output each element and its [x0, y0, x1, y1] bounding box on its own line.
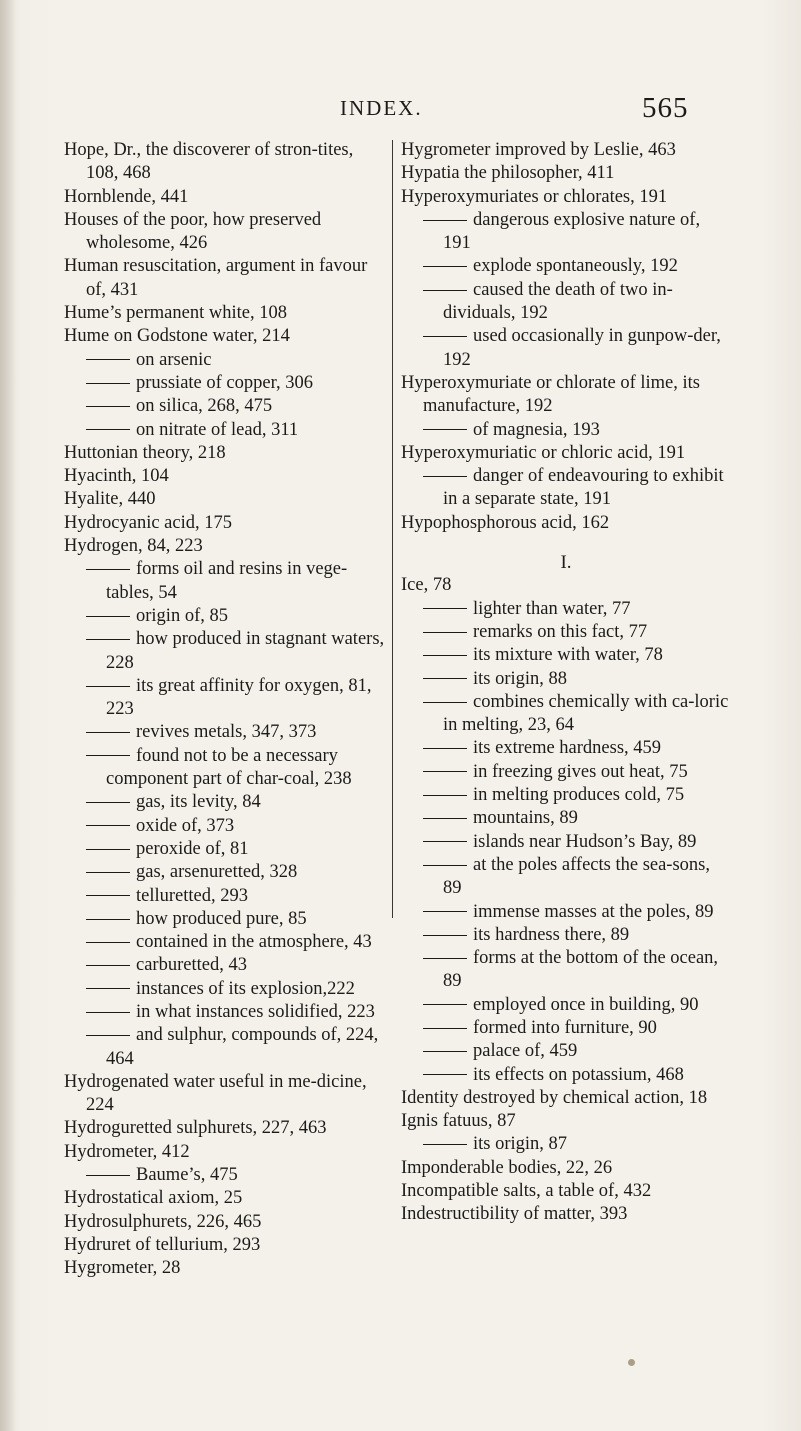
ditto-dash [423, 336, 467, 338]
entry-text: in what instances solidified, 223 [136, 1001, 375, 1022]
ditto-dash [423, 911, 467, 913]
index-entry [64, 1187, 386, 1210]
entry-text: Incompatible salts, a table of, 432 [401, 1181, 652, 1202]
entry-text: Human resuscitation, argument in favour of, 431 [64, 256, 368, 300]
index-subentry [401, 924, 731, 947]
index-entry [64, 1234, 386, 1257]
ditto-dash [423, 771, 467, 773]
index-subentry [401, 279, 731, 326]
entry-text: Imponderable bodies, 22, 26 [401, 1157, 613, 1178]
index-subentry [401, 784, 731, 807]
index-entry [401, 1180, 731, 1203]
ditto-dash [86, 919, 130, 921]
index-entry [64, 488, 386, 511]
ditto-dash [86, 383, 130, 385]
index-subentry [401, 1133, 731, 1156]
entry-text: its origin, 87 [473, 1134, 568, 1155]
ditto-dash [86, 895, 130, 897]
entry-text: of magnesia, 193 [473, 419, 600, 440]
entry-text: at the poles affects the sea-sons, 89 [443, 854, 710, 899]
index-subentry [401, 325, 731, 372]
entry-text: how produced in stagnant waters, 228 [106, 629, 385, 673]
entry-text: its mixture with water, 78 [473, 645, 663, 666]
index-entry [64, 302, 386, 325]
ditto-dash [86, 732, 130, 734]
index-subentry [401, 465, 731, 512]
entry-text: mountains, 89 [473, 808, 578, 829]
index-subentry [401, 255, 731, 278]
index-subentry [64, 861, 386, 884]
entry-text: remarks on this fact, 77 [473, 621, 648, 642]
ditto-dash [423, 865, 467, 867]
entry-text: Hyacinth, 104 [64, 466, 169, 487]
index-subentry [401, 1040, 731, 1063]
index-entry [401, 1087, 731, 1110]
index-entry [64, 139, 386, 186]
entry-text: Ice, 78 [401, 575, 452, 596]
index-subentry [401, 901, 731, 924]
entry-text: on silica, 268, 475 [136, 396, 273, 417]
entry-text: its hardness there, 89 [473, 924, 630, 945]
ditto-dash [423, 476, 467, 478]
entry-text: Hypatia the philosopher, 411 [401, 163, 615, 184]
ditto-dash [423, 818, 467, 820]
entry-text: Hope, Dr., the discoverer of stron-tites, 108, 468 [64, 140, 354, 184]
index-entry [64, 1211, 386, 1234]
index-subentry [64, 791, 386, 814]
entry-text: Hyperoxymuriates or chlorates, 191 [401, 186, 668, 207]
index-subentry [64, 1024, 386, 1071]
ditto-dash [86, 639, 130, 641]
index-entry [64, 1141, 386, 1164]
entry-text: how produced pure, 85 [136, 908, 307, 929]
index-subentry [64, 721, 386, 744]
ditto-dash [86, 616, 130, 618]
entry-text: Identity destroyed by chemical action, 18 [401, 1087, 708, 1108]
section-letter-heading [401, 551, 731, 574]
entry-text: forms at the bottom of the ocean, 89 [443, 948, 719, 992]
index-subentry [64, 558, 386, 605]
entry-text: origin of, 85 [136, 605, 228, 626]
ink-spot [628, 1359, 635, 1366]
entry-text: its effects on potassium, 468 [473, 1064, 684, 1085]
entry-text: Hydrogen, 84, 223 [64, 536, 203, 557]
index-subentry [64, 908, 386, 931]
index-subentry [64, 1001, 386, 1024]
entry-text: Ignis fatuus, 87 [401, 1111, 516, 1132]
index-subentry [64, 815, 386, 838]
entry-text: Huttonian theory, 218 [64, 442, 226, 463]
ditto-dash [86, 825, 130, 827]
entry-text: dangerous explosive nature of, 191 [443, 209, 701, 254]
running-header-title: INDEX. [340, 96, 423, 120]
ditto-dash [423, 608, 467, 610]
entry-text: used occasionally in gunpow-der, 192 [443, 326, 721, 370]
index-subentry [401, 419, 731, 442]
ditto-dash [86, 359, 130, 361]
index-entry [401, 512, 731, 535]
entry-text: immense masses at the poles, 89 [473, 901, 714, 922]
index-entry [64, 255, 386, 302]
ditto-dash [423, 266, 467, 268]
entry-text: I. [560, 552, 572, 574]
index-entry [401, 574, 731, 597]
index-subentry [401, 761, 731, 784]
ditto-dash [423, 1074, 467, 1076]
entry-text: formed into furniture, 90 [473, 1017, 657, 1038]
entry-text: found not to be a necessary component part of char-coal, 238 [106, 745, 352, 790]
entry-text: Hydroguretted sulphurets, 227, 463 [64, 1118, 327, 1139]
index-subentry [401, 1064, 731, 1087]
ditto-dash [86, 1175, 130, 1177]
ditto-dash [423, 1144, 467, 1146]
entry-text: combines chemically with ca-loric in melting, 23, 64 [443, 691, 729, 736]
ditto-dash [423, 220, 467, 222]
index-subentry [64, 885, 386, 908]
entry-text: forms oil and resins in vege-tables, 54 [106, 559, 348, 603]
ditto-dash [423, 1051, 467, 1053]
index-subentry [64, 745, 386, 792]
entry-text: prussiate of copper, 306 [136, 372, 314, 393]
ditto-dash [86, 755, 130, 757]
entry-text: telluretted, 293 [136, 885, 248, 906]
ditto-dash [423, 702, 467, 704]
index-column-right [401, 139, 731, 1227]
column-divider [392, 140, 393, 918]
index-subentry [64, 954, 386, 977]
entry-text: caused the death of two in-dividuals, 192 [443, 279, 673, 324]
index-column-left [64, 139, 386, 1281]
entry-text: on arsenic [136, 349, 212, 370]
index-subentry [401, 621, 731, 644]
ditto-dash [86, 988, 130, 990]
ditto-dash [86, 406, 130, 408]
index-subentry [64, 1164, 386, 1187]
ditto-dash [86, 965, 130, 967]
index-subentry [64, 628, 386, 675]
index-entry [401, 139, 731, 162]
ditto-dash [86, 1012, 130, 1014]
index-entry [64, 1071, 386, 1118]
index-subentry [401, 209, 731, 256]
index-entry [64, 186, 386, 209]
index-subentry [64, 931, 386, 954]
entry-text: explode spontaneously, 192 [473, 256, 678, 277]
index-subentry [64, 978, 386, 1001]
ditto-dash [423, 290, 467, 292]
entry-text: Hume on Godstone water, 214 [64, 326, 290, 347]
index-subentry [401, 668, 731, 691]
entry-text: peroxide of, 81 [136, 838, 249, 859]
entry-text: its extreme hardness, 459 [473, 738, 662, 759]
entry-text: Hyperoxymuriatic or chloric acid, 191 [401, 442, 686, 463]
ditto-dash [423, 795, 467, 797]
entry-text: on nitrate of lead, 311 [136, 419, 299, 440]
ditto-dash [423, 1028, 467, 1030]
ditto-dash [86, 429, 130, 431]
ditto-dash [423, 655, 467, 657]
entry-text: Hyperoxymuriate or chlorate of lime, its manufacture, 192 [401, 372, 700, 417]
entry-text: Hornblende, 441 [64, 186, 189, 207]
ditto-dash [423, 958, 467, 960]
entry-text: and sulphur, compounds of, 224, 464 [106, 1025, 379, 1069]
entry-text: islands near Hudson’s Bay, 89 [473, 831, 697, 852]
entry-text: instances of its explosion,222 [136, 978, 355, 999]
index-subentry [401, 1017, 731, 1040]
entry-text: employed once in building, 90 [473, 994, 699, 1015]
ditto-dash [86, 872, 130, 874]
entry-text: Hydrogenated water useful in me-dicine, 224 [64, 1071, 367, 1116]
index-entry [401, 1110, 731, 1133]
ditto-dash [423, 935, 467, 937]
entry-text: carburetted, 43 [136, 955, 247, 976]
entry-text: gas, its levity, 84 [136, 792, 261, 813]
index-entry [401, 186, 731, 209]
entry-text: in freezing gives out heat, 75 [473, 761, 688, 782]
index-entry [64, 1257, 386, 1280]
page-number: 565 [642, 92, 689, 124]
entry-text: Hygrometer, 28 [64, 1258, 181, 1279]
entry-text: Hydrometer, 412 [64, 1141, 190, 1162]
index-subentry [401, 854, 731, 901]
entry-text: its great affinity for oxygen, 81, 223 [106, 675, 372, 720]
ditto-dash [423, 841, 467, 843]
entry-text: in melting produces cold, 75 [473, 785, 685, 806]
page-gutter-shadow [0, 0, 16, 1431]
index-entry [64, 465, 386, 488]
index-subentry [401, 737, 731, 760]
entry-text: its origin, 88 [473, 668, 568, 689]
entry-text: Hydrostatical axiom, 25 [64, 1188, 243, 1209]
entry-text: contained in the atmosphere, 43 [136, 932, 372, 953]
entry-text: palace of, 459 [473, 1041, 578, 1062]
entry-text: Hyalite, 440 [64, 489, 156, 510]
ditto-dash [423, 748, 467, 750]
index-entry [401, 372, 731, 419]
index-subentry [64, 838, 386, 861]
index-entry [64, 535, 386, 558]
index-subentry [401, 691, 731, 738]
entry-text: oxide of, 373 [136, 815, 235, 836]
index-subentry [401, 598, 731, 621]
index-subentry [64, 675, 386, 722]
index-subentry [401, 644, 731, 667]
index-subentry [401, 947, 731, 994]
ditto-dash [86, 802, 130, 804]
index-subentry [401, 831, 731, 854]
entry-text: Hypophosphorous acid, 162 [401, 512, 610, 533]
entry-text: revives metals, 347, 373 [136, 722, 317, 743]
entry-text: Houses of the poor, how preserved wholesome, 426 [64, 209, 322, 254]
entry-text: Hydrocyanic acid, 175 [64, 512, 232, 533]
ditto-dash [86, 849, 130, 851]
index-entry [64, 1117, 386, 1140]
ditto-dash [423, 678, 467, 680]
ditto-dash [86, 1035, 130, 1037]
index-entry [64, 325, 386, 348]
ditto-dash [86, 686, 130, 688]
entry-text: danger of endeavouring to exhibit in a separate state, 191 [443, 466, 724, 510]
ditto-dash [86, 942, 130, 944]
ditto-dash [423, 429, 467, 431]
entry-text: Hume’s permanent white, 108 [64, 303, 287, 324]
index-subentry [401, 807, 731, 830]
index-entry [64, 512, 386, 535]
index-entry [401, 1203, 731, 1226]
entry-text: Hydrosulphurets, 226, 465 [64, 1211, 262, 1232]
index-entry [401, 1157, 731, 1180]
entry-text: Baume’s, 475 [136, 1165, 238, 1186]
index-entry [401, 442, 731, 465]
index-subentry [64, 605, 386, 628]
ditto-dash [423, 632, 467, 634]
index-subentry [401, 994, 731, 1017]
index-entry [401, 162, 731, 185]
entry-text: Hygrometer improved by Leslie, 463 [401, 140, 676, 160]
ditto-dash [423, 1004, 467, 1006]
index-subentry [64, 395, 386, 418]
index-subentry [64, 419, 386, 442]
entry-text: lighter than water, 77 [473, 598, 631, 619]
entry-text: gas, arsenuretted, 328 [136, 862, 298, 883]
ditto-dash [86, 569, 130, 571]
entry-text: Indestructibility of matter, 393 [401, 1204, 628, 1225]
index-subentry [64, 349, 386, 372]
index-entry [64, 442, 386, 465]
entry-text: Hydruret of tellurium, 293 [64, 1234, 261, 1255]
index-subentry [64, 372, 386, 395]
index-entry [64, 209, 386, 256]
